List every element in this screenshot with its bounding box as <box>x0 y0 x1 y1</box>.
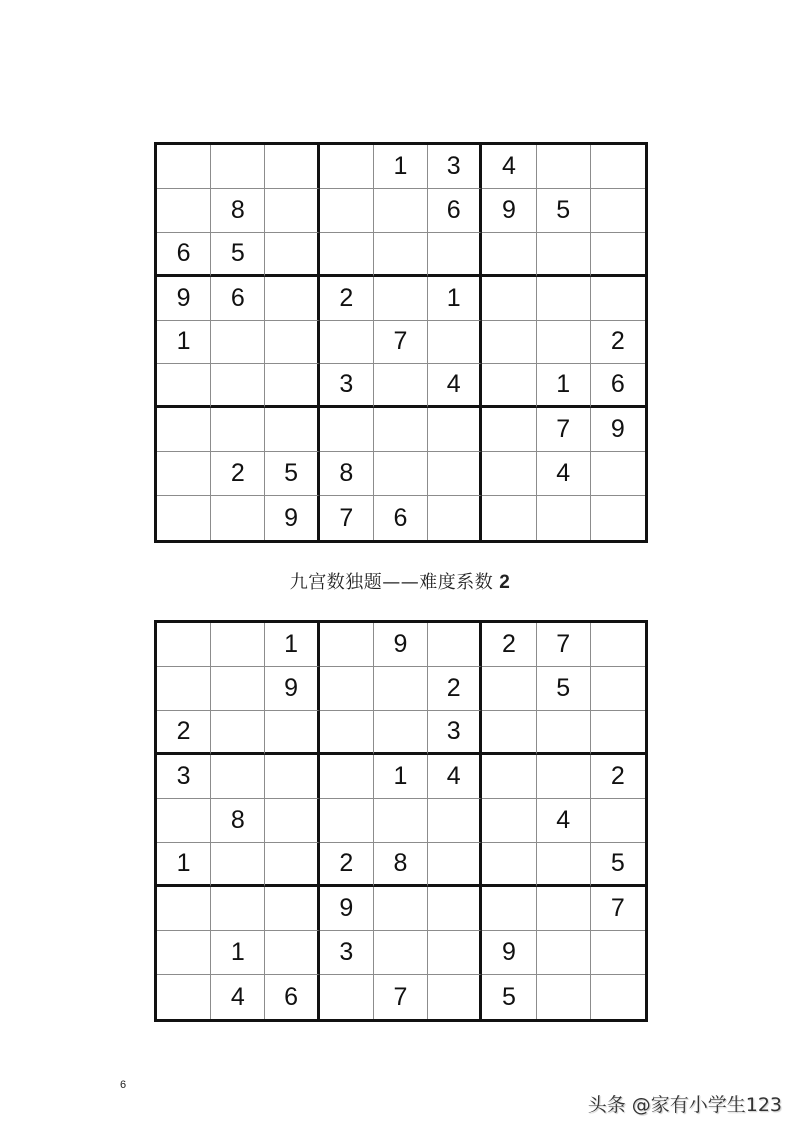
sudoku-cell <box>157 496 211 540</box>
sudoku-cell: 6 <box>211 277 265 321</box>
sudoku-cell <box>482 452 536 496</box>
sudoku-cell: 3 <box>320 931 374 975</box>
sudoku-cell <box>320 623 374 667</box>
sudoku-cell: 5 <box>211 233 265 277</box>
sudoku-cell <box>211 623 265 667</box>
sudoku-cell: 2 <box>211 452 265 496</box>
sudoku-cell <box>211 364 265 408</box>
sudoku-cell <box>537 496 591 540</box>
sudoku-cell <box>537 931 591 975</box>
sudoku-cell: 6 <box>374 496 428 540</box>
sudoku-grid-1 <box>154 142 648 543</box>
sudoku-cell: 6 <box>591 364 645 408</box>
sudoku-cell <box>320 145 374 189</box>
sudoku-cell <box>482 277 536 321</box>
sudoku-cell: 7 <box>320 496 374 540</box>
sudoku-cell <box>265 711 319 755</box>
sudoku-cell <box>265 799 319 843</box>
sudoku-cell <box>591 667 645 711</box>
sudoku-cell <box>428 887 482 931</box>
sudoku-cell <box>374 364 428 408</box>
sudoku-cell <box>157 408 211 452</box>
sudoku-cell <box>265 364 319 408</box>
sudoku-cell: 1 <box>428 277 482 321</box>
sudoku-cell <box>537 843 591 887</box>
sudoku-cell: 8 <box>211 189 265 233</box>
sudoku-cell: 9 <box>265 667 319 711</box>
sudoku-cell <box>265 931 319 975</box>
sudoku-cell <box>591 623 645 667</box>
sudoku-cell <box>428 799 482 843</box>
sudoku-cell <box>211 145 265 189</box>
sudoku-cell: 7 <box>591 887 645 931</box>
sudoku-cell <box>157 145 211 189</box>
sudoku-cell: 4 <box>482 145 536 189</box>
sudoku-cell <box>537 277 591 321</box>
sudoku-cell <box>591 452 645 496</box>
sudoku-cell <box>591 145 645 189</box>
sudoku-cell <box>320 233 374 277</box>
sudoku-cell <box>428 931 482 975</box>
sudoku-cell <box>157 887 211 931</box>
sudoku-cell <box>320 321 374 365</box>
sudoku-cell <box>265 887 319 931</box>
sudoku-cell <box>157 799 211 843</box>
sudoku-cell <box>211 755 265 799</box>
sudoku-cell <box>374 189 428 233</box>
sudoku-cell: 2 <box>482 623 536 667</box>
sudoku-cell <box>591 711 645 755</box>
sudoku-cell: 8 <box>374 843 428 887</box>
sudoku-cell <box>374 233 428 277</box>
sudoku-cell: 1 <box>265 623 319 667</box>
sudoku-cell <box>591 233 645 277</box>
sudoku-cell <box>537 711 591 755</box>
sudoku-cell: 4 <box>428 364 482 408</box>
sudoku-cell <box>265 233 319 277</box>
sudoku-cell: 2 <box>157 711 211 755</box>
sudoku-cell <box>591 496 645 540</box>
sudoku-cell: 9 <box>482 189 536 233</box>
sudoku-cell: 7 <box>374 321 428 365</box>
sudoku-cell: 7 <box>537 623 591 667</box>
sudoku-cell <box>537 145 591 189</box>
sudoku-cell: 7 <box>374 975 428 1019</box>
sudoku-cell <box>537 755 591 799</box>
sudoku-cell <box>482 887 536 931</box>
sudoku-cell <box>482 364 536 408</box>
sudoku-cell <box>591 931 645 975</box>
sudoku-cell <box>591 799 645 843</box>
caption-text: 九宫数独题——难度系数 <box>289 572 494 593</box>
sudoku-grid-2 <box>154 620 648 1022</box>
sudoku-cell <box>157 452 211 496</box>
sudoku-cell: 4 <box>537 799 591 843</box>
sudoku-cell <box>428 843 482 887</box>
sudoku-cell <box>157 975 211 1019</box>
sudoku-cell <box>265 321 319 365</box>
sudoku-cell: 2 <box>591 321 645 365</box>
sudoku-cell <box>265 277 319 321</box>
sudoku-cell <box>320 755 374 799</box>
sudoku-cell: 3 <box>428 145 482 189</box>
sudoku-cell <box>157 189 211 233</box>
sudoku-cell <box>537 233 591 277</box>
sudoku-cell <box>374 931 428 975</box>
sudoku-cell <box>157 667 211 711</box>
sudoku-cell: 5 <box>482 975 536 1019</box>
sudoku-cell: 9 <box>157 277 211 321</box>
sudoku-cell <box>428 496 482 540</box>
sudoku-cell <box>211 887 265 931</box>
sudoku-cell: 1 <box>157 321 211 365</box>
sudoku-cell <box>320 667 374 711</box>
sudoku-cell <box>211 711 265 755</box>
sudoku-cell <box>211 408 265 452</box>
sudoku-cell: 6 <box>157 233 211 277</box>
sudoku-cell <box>482 843 536 887</box>
sudoku-cell <box>428 321 482 365</box>
page-number: 6 <box>120 1079 127 1091</box>
sudoku-cell <box>537 975 591 1019</box>
sudoku-cell <box>482 321 536 365</box>
sudoku-cell: 2 <box>320 277 374 321</box>
sudoku-cell <box>265 755 319 799</box>
sudoku-cell <box>157 623 211 667</box>
sudoku-cell: 8 <box>320 452 374 496</box>
sudoku-cell: 5 <box>537 189 591 233</box>
sudoku-cell: 5 <box>537 667 591 711</box>
sudoku-cell <box>265 145 319 189</box>
sudoku-cell: 8 <box>211 799 265 843</box>
sudoku-cell: 2 <box>320 843 374 887</box>
sudoku-cell: 9 <box>320 887 374 931</box>
sudoku-cell <box>591 189 645 233</box>
sudoku-cell: 6 <box>265 975 319 1019</box>
sudoku-cell <box>537 887 591 931</box>
sudoku-cell <box>428 452 482 496</box>
sudoku-cell <box>211 321 265 365</box>
sudoku-cell: 3 <box>320 364 374 408</box>
sudoku-cell <box>482 711 536 755</box>
sudoku-cell: 3 <box>157 755 211 799</box>
sudoku-cell: 5 <box>265 452 319 496</box>
sudoku-cell <box>374 799 428 843</box>
sudoku-cell <box>482 233 536 277</box>
sudoku-cell <box>482 799 536 843</box>
sudoku-cell: 9 <box>265 496 319 540</box>
sudoku-cell <box>428 408 482 452</box>
difficulty-level: 2 <box>499 572 511 593</box>
puzzle-caption <box>0 568 800 594</box>
sudoku-cell <box>374 452 428 496</box>
sudoku-cell: 3 <box>428 711 482 755</box>
sudoku-cell: 1 <box>537 364 591 408</box>
sudoku-cell <box>591 277 645 321</box>
sudoku-cell <box>320 189 374 233</box>
sudoku-cell: 1 <box>157 843 211 887</box>
sudoku-cell <box>482 667 536 711</box>
sudoku-cell <box>374 408 428 452</box>
sudoku-cell <box>591 975 645 1019</box>
sudoku-cell <box>211 843 265 887</box>
sudoku-cell <box>482 496 536 540</box>
sudoku-cell: 1 <box>374 145 428 189</box>
sudoku-cell <box>211 496 265 540</box>
sudoku-cell <box>537 321 591 365</box>
sudoku-cell <box>374 887 428 931</box>
sudoku-cell <box>482 755 536 799</box>
sudoku-cell: 4 <box>428 755 482 799</box>
sudoku-cell <box>320 711 374 755</box>
sudoku-cell <box>265 189 319 233</box>
watermark: 头条 @家有小学生123 <box>587 1094 782 1116</box>
sudoku-cell <box>374 667 428 711</box>
sudoku-cell <box>211 667 265 711</box>
sudoku-cell <box>320 799 374 843</box>
sudoku-cell: 9 <box>374 623 428 667</box>
sudoku-cell <box>157 364 211 408</box>
sudoku-cell <box>265 843 319 887</box>
sudoku-cell <box>428 623 482 667</box>
sudoku-cell: 1 <box>374 755 428 799</box>
sudoku-cell <box>374 711 428 755</box>
sudoku-cell <box>157 931 211 975</box>
sudoku-cell: 9 <box>591 408 645 452</box>
sudoku-cell: 9 <box>482 931 536 975</box>
sudoku-cell: 7 <box>537 408 591 452</box>
sudoku-cell <box>374 277 428 321</box>
sudoku-cell: 6 <box>428 189 482 233</box>
sudoku-cell <box>320 408 374 452</box>
sudoku-cell <box>265 408 319 452</box>
sudoku-cell: 4 <box>537 452 591 496</box>
sudoku-cell <box>428 975 482 1019</box>
sudoku-cell: 2 <box>591 755 645 799</box>
sudoku-cell: 4 <box>211 975 265 1019</box>
sudoku-cell <box>482 408 536 452</box>
sudoku-cell <box>320 975 374 1019</box>
sudoku-cell <box>428 233 482 277</box>
sudoku-cell: 2 <box>428 667 482 711</box>
sudoku-cell: 1 <box>211 931 265 975</box>
sudoku-cell: 5 <box>591 843 645 887</box>
